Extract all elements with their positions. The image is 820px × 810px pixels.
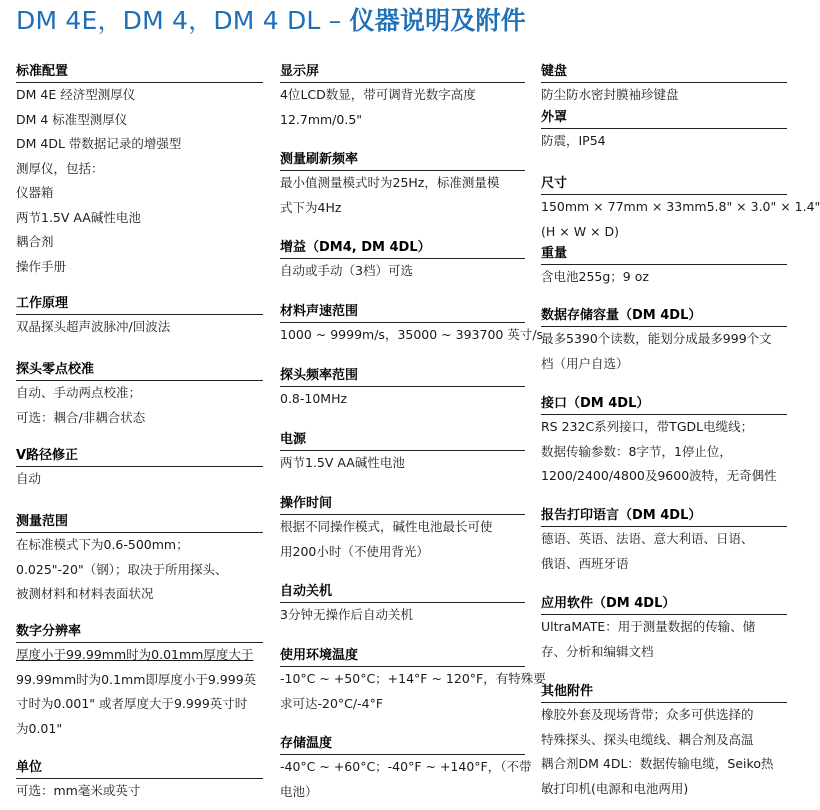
spec-section (541, 244, 787, 290)
section-title: 自动关机 (280, 582, 525, 603)
spec-section (280, 582, 525, 628)
section-title: 其他附件 (541, 682, 787, 703)
spec-line: 自动 (16, 471, 42, 486)
spec-section (16, 446, 263, 492)
spec-line: 求可达-20°C/-4°F (280, 695, 384, 711)
section-title: 应用软件（DM 4DL） (541, 594, 787, 615)
section-title: 工作原理 (16, 294, 263, 315)
spec-line: 敏打印机(电源和电池两用) (541, 780, 689, 796)
spec-section (280, 646, 546, 716)
section-title: 键盘 (541, 62, 787, 83)
spec-line: 两节1.5V AA碱性电池 (16, 209, 141, 225)
spec-section (541, 62, 787, 108)
section-title: 尺寸 (541, 174, 787, 195)
spec-line: 式下为4Hz (280, 199, 342, 215)
section-title: 外罩 (541, 108, 787, 129)
spec-line: 在标准模式下为0.6-500mm； (16, 537, 189, 552)
spec-line: UltraMATE：用于测量数据的传输、储 (541, 619, 756, 634)
page-title (16, 4, 526, 38)
section-title: 电源 (280, 430, 525, 451)
spec-section (16, 758, 263, 804)
spec-section (280, 150, 525, 220)
section-title: 使用环境温度 (280, 646, 525, 667)
spec-section (541, 506, 787, 576)
section-title: 增益（DM4, DM 4DL） (280, 238, 525, 259)
spec-section (16, 294, 263, 340)
spec-section (280, 430, 525, 476)
spec-section (541, 594, 787, 664)
spec-line: 测厚仪，包括： (16, 160, 104, 176)
spec-line: 12.7mm/0.5" (280, 111, 363, 127)
spec-section (280, 366, 525, 412)
spec-line: 为0.01" (16, 720, 63, 736)
spec-line: 两节1.5V AA碱性电池 (280, 455, 405, 470)
spec-line: 自动或手动（3档）可选 (280, 263, 413, 278)
spec-line: 150mm × 77mm × 33mm5.8" × 3.0" × 1.4" (541, 199, 820, 214)
spec-line: 可选：mm毫米或英寸 (16, 783, 141, 798)
spec-section (280, 734, 532, 804)
spec-line: 含电池255g；9 oz (541, 269, 649, 284)
spec-line: 防尘防水密封膜袖珍键盘 (541, 87, 679, 102)
section-title: 数字分辨率 (16, 622, 263, 643)
spec-line: DM 4DL 带数据记录的增强型 (16, 136, 182, 151)
spec-line: 最小值测量模式时为25Hz，标准测量模 (280, 175, 500, 190)
spec-line: 0.025"-20"（钢）；取决于所用探头、 (16, 561, 228, 577)
spec-line: DM 4 标准型测厚仪 (16, 111, 128, 127)
spec-line: DM 4E 经济型测厚仪 (16, 87, 136, 102)
spec-line: 德语、英语、法语、意大利语、日语、 (541, 531, 754, 546)
spec-line: 耦合剂DM 4DL：数据传输电缆，Seiko热 (541, 756, 774, 771)
spec-section (16, 512, 263, 607)
spec-line: 俄语、西班牙语 (541, 555, 629, 571)
spec-line: 橡胶外套及现场背带；众多可供选择的 (541, 707, 754, 722)
spec-line: 特殊探头、探头电缆线、耦合剂及高温 (541, 731, 754, 747)
spec-line: 99.99mm时为0.1mm即厚度小于9.999英 (16, 671, 257, 687)
section-title: 操作时间 (280, 494, 525, 515)
section-title: V路径修正 (16, 446, 263, 467)
spec-line: (H × W × D) (541, 223, 619, 239)
page-title-models: DM 4E，DM 4，DM 4 DL (16, 6, 321, 35)
spec-line: 0.8-10MHz (280, 391, 348, 406)
spec-section (541, 306, 787, 376)
page-title-dash: – (320, 6, 350, 35)
section-title: 材料声速范围 (280, 302, 525, 323)
spec-section (280, 494, 525, 564)
spec-line: 电池） (280, 783, 318, 799)
spec-line: 双晶探头超声波脉冲/回波法 (16, 319, 171, 334)
section-title: 重量 (541, 244, 787, 265)
spec-line: -10°C ~ +50°C；+14°F ~ 120°F，有特殊要 (280, 671, 546, 686)
spec-section (280, 302, 544, 348)
section-title: 探头频率范围 (280, 366, 525, 387)
section-title: 测量范围 (16, 512, 263, 533)
spec-line: 厚度小于99.99mm时为0.01mm厚度大于 (16, 647, 254, 662)
spec-line: 操作手册 (16, 258, 67, 274)
spec-line: 数据传输参数：8字节，1停止位， (541, 443, 732, 459)
section-title: 显示屏 (280, 62, 525, 83)
spec-line: 1000 ~ 9999m/s，35000 ~ 393700 英寸/s (280, 327, 544, 342)
spec-line: 被测材料和材料表面状况 (16, 586, 154, 601)
section-title: 接口（DM 4DL） (541, 394, 787, 415)
spec-section (280, 62, 525, 132)
spec-section (541, 174, 820, 244)
spec-section (16, 360, 263, 430)
section-title: 存储温度 (280, 734, 525, 755)
spec-line: 最多5390个读数，能划分成最多999个文 (541, 331, 772, 346)
spec-line: 自动、手动两点校准； (16, 385, 142, 400)
spec-line: -40°C ~ +60°C；-40°F ~ +140°F，（不带 (280, 759, 532, 774)
spec-line: 耦合剂 (16, 234, 54, 249)
spec-line: 存、分析和编辑文档 (541, 643, 654, 659)
spec-line: 仪器箱 (16, 185, 54, 200)
section-title: 数据存储容量（DM 4DL） (541, 306, 787, 327)
spec-section (280, 238, 525, 284)
spec-line: 用200小时（不使用背光） (280, 543, 429, 559)
spec-line: 可选：耦合/非耦合状态 (16, 409, 146, 425)
spec-line: RS 232C系列接口，带TGDL电缆线； (541, 419, 754, 434)
spec-line: 根据不同操作模式，碱性电池最长可使 (280, 519, 493, 534)
spec-section (541, 682, 787, 801)
spec-line: 4位LCD数显，带可调背光数字高度 (280, 87, 476, 102)
page-title-heading: 仪器说明及附件 (349, 6, 526, 35)
section-title: 标准配置 (16, 62, 263, 83)
section-title: 测量刷新频率 (280, 150, 525, 171)
spec-line: 档（用户自选） (541, 355, 629, 371)
section-title: 单位 (16, 758, 263, 779)
section-title: 报告打印语言（DM 4DL） (541, 506, 787, 527)
spec-line: 寸时为0.001" 或者厚度大于9.999英寸时 (16, 696, 248, 711)
spec-line: 1200/2400/4800及9600波特，无奇偶性 (541, 468, 777, 483)
spec-line: 3分钟无操作后自动关机 (280, 607, 413, 622)
section-title: 探头零点校准 (16, 360, 263, 381)
spec-section (541, 108, 787, 154)
spec-line: 防震，IP54 (541, 133, 606, 148)
spec-section (16, 62, 263, 279)
spec-section (541, 394, 787, 489)
spec-section (16, 622, 263, 741)
